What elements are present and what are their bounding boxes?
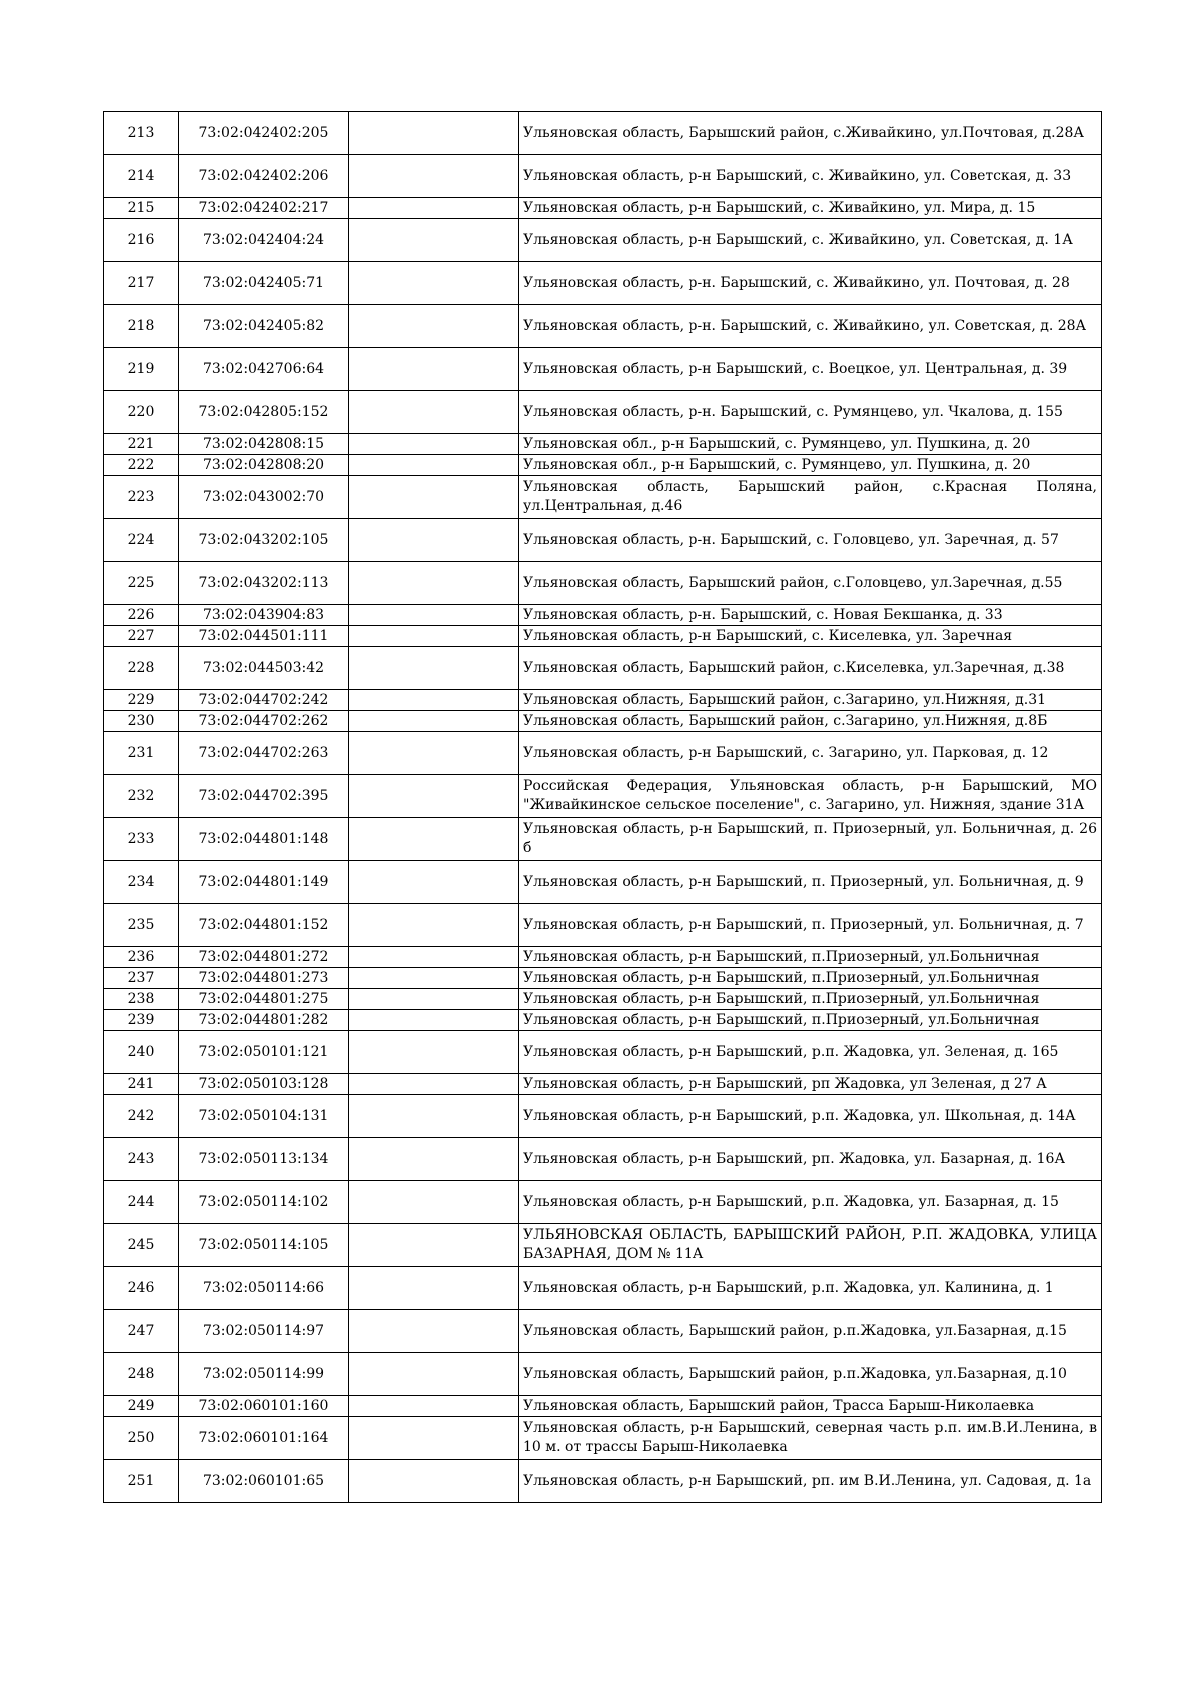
cadastral-number-cell: 73:02:044702:263 <box>179 732 349 775</box>
table-row <box>104 219 1102 262</box>
address-cell: Российская Федерация, Ульяновская область, р-н Барышский, МО "Живайкинское сельское поселение", с. Загарино, ул. Нижняя, здание 31А <box>519 775 1102 818</box>
address-cell: Ульяновская область, р-н. Барышский, с. Живайкино, ул. Почтовая, д. 28 <box>519 262 1102 305</box>
row-number-cell: 233 <box>104 818 179 861</box>
address-cell: Ульяновская область, р-н Барышский, с. Воецкое, ул. Центральная, д. 39 <box>519 348 1102 391</box>
table-row <box>104 434 1102 455</box>
address-cell: Ульяновская область, р-н Барышский, п. Приозерный, ул. Больничная, д. 26 б <box>519 818 1102 861</box>
empty-cell <box>349 434 519 455</box>
row-number-cell: 222 <box>104 455 179 476</box>
cadastral-number-cell: 73:02:044702:262 <box>179 711 349 732</box>
row-number-cell: 214 <box>104 155 179 198</box>
empty-cell <box>349 476 519 519</box>
empty-cell <box>349 1138 519 1181</box>
row-number-cell: 221 <box>104 434 179 455</box>
cadastral-number-cell: 73:02:050103:128 <box>179 1074 349 1095</box>
empty-cell <box>349 112 519 155</box>
table-row <box>104 1310 1102 1353</box>
address-cell: Ульяновская область, р-н Барышский, с. Загарино, ул. Парковая, д. 12 <box>519 732 1102 775</box>
cadastral-number-cell: 73:02:043202:105 <box>179 519 349 562</box>
table-row <box>104 1417 1102 1460</box>
empty-cell <box>349 989 519 1010</box>
empty-cell <box>349 1010 519 1031</box>
address-cell: Ульяновская область, Барышский район, с.Загарино, ул.Нижняя, д.8Б <box>519 711 1102 732</box>
row-number-cell: 234 <box>104 861 179 904</box>
cadastral-number-cell: 73:02:042808:15 <box>179 434 349 455</box>
row-number-cell: 237 <box>104 968 179 989</box>
empty-cell <box>349 562 519 605</box>
row-number-cell: 244 <box>104 1181 179 1224</box>
cadastral-number-cell: 73:02:050114:102 <box>179 1181 349 1224</box>
address-cell: Ульяновская область, р-н Барышский, р.п. Жадовка, ул. Зеленая, д. 165 <box>519 1031 1102 1074</box>
row-number-cell: 235 <box>104 904 179 947</box>
row-number-cell: 250 <box>104 1417 179 1460</box>
empty-cell <box>349 155 519 198</box>
empty-cell <box>349 818 519 861</box>
address-cell: Ульяновская область, Барышский район, с.Загарино, ул.Нижняя, д.31 <box>519 690 1102 711</box>
cadastral-number-cell: 73:02:044801:275 <box>179 989 349 1010</box>
table-row <box>104 861 1102 904</box>
address-cell: Ульяновская область, Барышский район, Трасса Барыш-Николаевка <box>519 1396 1102 1417</box>
address-cell: Ульяновская область, р-н Барышский, р.п. Жадовка, ул. Калинина, д. 1 <box>519 1267 1102 1310</box>
row-number-cell: 242 <box>104 1095 179 1138</box>
row-number-cell: 217 <box>104 262 179 305</box>
table-row <box>104 732 1102 775</box>
address-cell: Ульяновская область, р-н Барышский, с. Живайкино, ул. Советская, д. 33 <box>519 155 1102 198</box>
cadastral-number-cell: 73:02:042402:217 <box>179 198 349 219</box>
row-number-cell: 218 <box>104 305 179 348</box>
empty-cell <box>349 198 519 219</box>
address-cell: Ульяновская область, р-н Барышский, п.Приозерный, ул.Больничная <box>519 989 1102 1010</box>
table-row <box>104 1267 1102 1310</box>
address-cell: Ульяновская область, р-н Барышский, р.п. Жадовка, ул. Базарная, д. 15 <box>519 1181 1102 1224</box>
empty-cell <box>349 1267 519 1310</box>
address-cell: Ульяновская область, р-н Барышский, п.Приозерный, ул.Больничная <box>519 968 1102 989</box>
empty-cell <box>349 775 519 818</box>
table-row <box>104 1095 1102 1138</box>
empty-cell <box>349 711 519 732</box>
empty-cell <box>349 647 519 690</box>
table-row <box>104 305 1102 348</box>
address-cell: УЛЬЯНОВСКАЯ ОБЛАСТЬ, БАРЫШСКИЙ РАЙОН, Р.П. ЖАДОВКА, УЛИЦА БАЗАРНАЯ, ДОМ № 11А <box>519 1224 1102 1267</box>
empty-cell <box>349 348 519 391</box>
cadastral-number-cell: 73:02:042805:152 <box>179 391 349 434</box>
row-number-cell: 224 <box>104 519 179 562</box>
empty-cell <box>349 968 519 989</box>
empty-cell <box>349 1310 519 1353</box>
row-number-cell: 220 <box>104 391 179 434</box>
table-row <box>104 455 1102 476</box>
table-row <box>104 1138 1102 1181</box>
cadastral-number-cell: 73:02:042402:205 <box>179 112 349 155</box>
row-number-cell: 239 <box>104 1010 179 1031</box>
table-row <box>104 155 1102 198</box>
empty-cell <box>349 904 519 947</box>
address-cell: Ульяновская область, р-н Барышский, п.Приозерный, ул.Больничная <box>519 947 1102 968</box>
cadastral-number-cell: 73:02:043904:83 <box>179 605 349 626</box>
table-row <box>104 626 1102 647</box>
cadastral-number-cell: 73:02:050114:66 <box>179 1267 349 1310</box>
cadastral-number-cell: 73:02:043202:113 <box>179 562 349 605</box>
row-number-cell: 215 <box>104 198 179 219</box>
empty-cell <box>349 1224 519 1267</box>
table-row <box>104 519 1102 562</box>
table-row <box>104 198 1102 219</box>
cadastral-number-cell: 73:02:042405:82 <box>179 305 349 348</box>
address-cell: Ульяновская область, р-н Барышский, п.Приозерный, ул.Больничная <box>519 1010 1102 1031</box>
cadastral-number-cell: 73:02:044702:242 <box>179 690 349 711</box>
cadastral-number-cell: 73:02:050114:97 <box>179 1310 349 1353</box>
empty-cell <box>349 1417 519 1460</box>
table-row <box>104 818 1102 861</box>
row-number-cell: 246 <box>104 1267 179 1310</box>
address-cell: Ульяновская область, Барышский район, с.Киселевка, ул.Заречная, д.38 <box>519 647 1102 690</box>
table-row <box>104 112 1102 155</box>
row-number-cell: 227 <box>104 626 179 647</box>
cadastral-number-cell: 73:02:042402:206 <box>179 155 349 198</box>
empty-cell <box>349 690 519 711</box>
cadastral-number-cell: 73:02:042808:20 <box>179 455 349 476</box>
row-number-cell: 219 <box>104 348 179 391</box>
table-row <box>104 1074 1102 1095</box>
address-cell: Ульяновская область, Барышский район, р.п.Жадовка, ул.Базарная, д.10 <box>519 1353 1102 1396</box>
empty-cell <box>349 455 519 476</box>
address-cell: Ульяновская область, р-н. Барышский, с. Румянцево, ул. Чкалова, д. 155 <box>519 391 1102 434</box>
row-number-cell: 245 <box>104 1224 179 1267</box>
empty-cell <box>349 1181 519 1224</box>
address-cell: Ульяновская обл., р-н Барышский, с. Румянцево, ул. Пушкина, д. 20 <box>519 434 1102 455</box>
cadastral-number-cell: 73:02:044702:395 <box>179 775 349 818</box>
table-row <box>104 711 1102 732</box>
empty-cell <box>349 626 519 647</box>
address-cell: Ульяновская область, р-н Барышский, рп. Жадовка, ул. Базарная, д. 16А <box>519 1138 1102 1181</box>
address-cell: Ульяновская область, р-н Барышский, п. Приозерный, ул. Больничная, д. 9 <box>519 861 1102 904</box>
empty-cell <box>349 861 519 904</box>
empty-cell <box>349 1095 519 1138</box>
address-cell: Ульяновская область, р-н Барышский, с. Киселевка, ул. Заречная <box>519 626 1102 647</box>
table-row <box>104 391 1102 434</box>
table-row <box>104 1353 1102 1396</box>
table-row <box>104 947 1102 968</box>
row-number-cell: 243 <box>104 1138 179 1181</box>
row-number-cell: 216 <box>104 219 179 262</box>
cadastral-number-cell: 73:02:050114:105 <box>179 1224 349 1267</box>
row-number-cell: 241 <box>104 1074 179 1095</box>
empty-cell <box>349 391 519 434</box>
cadastral-number-cell: 73:02:060101:160 <box>179 1396 349 1417</box>
cadastral-number-cell: 73:02:042405:71 <box>179 262 349 305</box>
address-cell: Ульяновская область, р-н Барышский, рп. им В.И.Ленина, ул. Садовая, д. 1а <box>519 1460 1102 1503</box>
row-number-cell: 248 <box>104 1353 179 1396</box>
cadastral-number-cell: 73:02:050101:121 <box>179 1031 349 1074</box>
empty-cell <box>349 305 519 348</box>
table-row <box>104 647 1102 690</box>
address-cell: Ульяновская область, Барышский район, с.Красная Поляна, ул.Центральная, д.46 <box>519 476 1102 519</box>
row-number-cell: 251 <box>104 1460 179 1503</box>
cadastral-number-cell: 73:02:044801:273 <box>179 968 349 989</box>
empty-cell <box>349 1031 519 1074</box>
table-row <box>104 1396 1102 1417</box>
table-row <box>104 1224 1102 1267</box>
row-number-cell: 223 <box>104 476 179 519</box>
table-row <box>104 1460 1102 1503</box>
empty-cell <box>349 519 519 562</box>
cadastral-number-cell: 73:02:060101:164 <box>179 1417 349 1460</box>
table-row <box>104 989 1102 1010</box>
empty-cell <box>349 947 519 968</box>
empty-cell <box>349 262 519 305</box>
row-number-cell: 231 <box>104 732 179 775</box>
table-row <box>104 562 1102 605</box>
row-number-cell: 213 <box>104 112 179 155</box>
address-cell: Ульяновская область, р-н Барышский, с. Живайкино, ул. Мира, д. 15 <box>519 198 1102 219</box>
table-row <box>104 1181 1102 1224</box>
row-number-cell: 225 <box>104 562 179 605</box>
table-row <box>104 968 1102 989</box>
cadastral-number-cell: 73:02:050114:99 <box>179 1353 349 1396</box>
table-row <box>104 348 1102 391</box>
cadastral-number-cell: 73:02:042706:64 <box>179 348 349 391</box>
cadastral-number-cell: 73:02:060101:65 <box>179 1460 349 1503</box>
table-row <box>104 476 1102 519</box>
row-number-cell: 249 <box>104 1396 179 1417</box>
cadastral-number-cell: 73:02:050104:131 <box>179 1095 349 1138</box>
address-cell: Ульяновская обл., р-н Барышский, с. Румянцево, ул. Пушкина, д. 20 <box>519 455 1102 476</box>
row-number-cell: 226 <box>104 605 179 626</box>
empty-cell <box>349 1396 519 1417</box>
address-cell: Ульяновская область, Барышский район, р.п.Жадовка, ул.Базарная, д.15 <box>519 1310 1102 1353</box>
row-number-cell: 230 <box>104 711 179 732</box>
cadastral-number-cell: 73:02:044501:111 <box>179 626 349 647</box>
cadastral-number-cell: 73:02:044503:42 <box>179 647 349 690</box>
address-cell: Ульяновская область, р-н Барышский, р.п. Жадовка, ул. Школьная, д. 14А <box>519 1095 1102 1138</box>
row-number-cell: 228 <box>104 647 179 690</box>
address-cell: Ульяновская область, р-н Барышский, п. Приозерный, ул. Больничная, д. 7 <box>519 904 1102 947</box>
row-number-cell: 229 <box>104 690 179 711</box>
table-row <box>104 1010 1102 1031</box>
row-number-cell: 232 <box>104 775 179 818</box>
table-row <box>104 1031 1102 1074</box>
cadastral-number-cell: 73:02:044801:149 <box>179 861 349 904</box>
table-row <box>104 775 1102 818</box>
address-cell: Ульяновская область, р-н. Барышский, с. Головцево, ул. Заречная, д. 57 <box>519 519 1102 562</box>
empty-cell <box>349 732 519 775</box>
cadastral-number-cell: 73:02:044801:272 <box>179 947 349 968</box>
property-registry-table <box>103 111 1102 1503</box>
address-cell: Ульяновская область, р-н. Барышский, с. Новая Бекшанка, д. 33 <box>519 605 1102 626</box>
empty-cell <box>349 219 519 262</box>
row-number-cell: 238 <box>104 989 179 1010</box>
cadastral-number-cell: 73:02:050113:134 <box>179 1138 349 1181</box>
cadastral-number-cell: 73:02:042404:24 <box>179 219 349 262</box>
empty-cell <box>349 1074 519 1095</box>
row-number-cell: 247 <box>104 1310 179 1353</box>
address-cell: Ульяновская область, Барышский район, с.Головцево, ул.Заречная, д.55 <box>519 562 1102 605</box>
cadastral-number-cell: 73:02:043002:70 <box>179 476 349 519</box>
address-cell: Ульяновская область, р-н Барышский, с. Живайкино, ул. Советская, д. 1А <box>519 219 1102 262</box>
address-cell: Ульяновская область, р-н. Барышский, с. Живайкино, ул. Советская, д. 28А <box>519 305 1102 348</box>
cadastral-number-cell: 73:02:044801:152 <box>179 904 349 947</box>
table-row <box>104 262 1102 305</box>
empty-cell <box>349 1460 519 1503</box>
row-number-cell: 236 <box>104 947 179 968</box>
empty-cell <box>349 1353 519 1396</box>
table-row <box>104 904 1102 947</box>
cadastral-number-cell: 73:02:044801:148 <box>179 818 349 861</box>
address-cell: Ульяновская область, р-н Барышский, рп Жадовка, ул Зеленая, д 27 А <box>519 1074 1102 1095</box>
address-cell: Ульяновская область, р-н Барышский, северная часть р.п. им.В.И.Ленина, в 10 м. от трассы Барыш-Николаевка <box>519 1417 1102 1460</box>
address-cell: Ульяновская область, Барышский район, с.Живайкино, ул.Почтовая, д.28А <box>519 112 1102 155</box>
cadastral-number-cell: 73:02:044801:282 <box>179 1010 349 1031</box>
table-row <box>104 690 1102 711</box>
row-number-cell: 240 <box>104 1031 179 1074</box>
table-body <box>104 112 1102 1503</box>
empty-cell <box>349 605 519 626</box>
table-row <box>104 605 1102 626</box>
